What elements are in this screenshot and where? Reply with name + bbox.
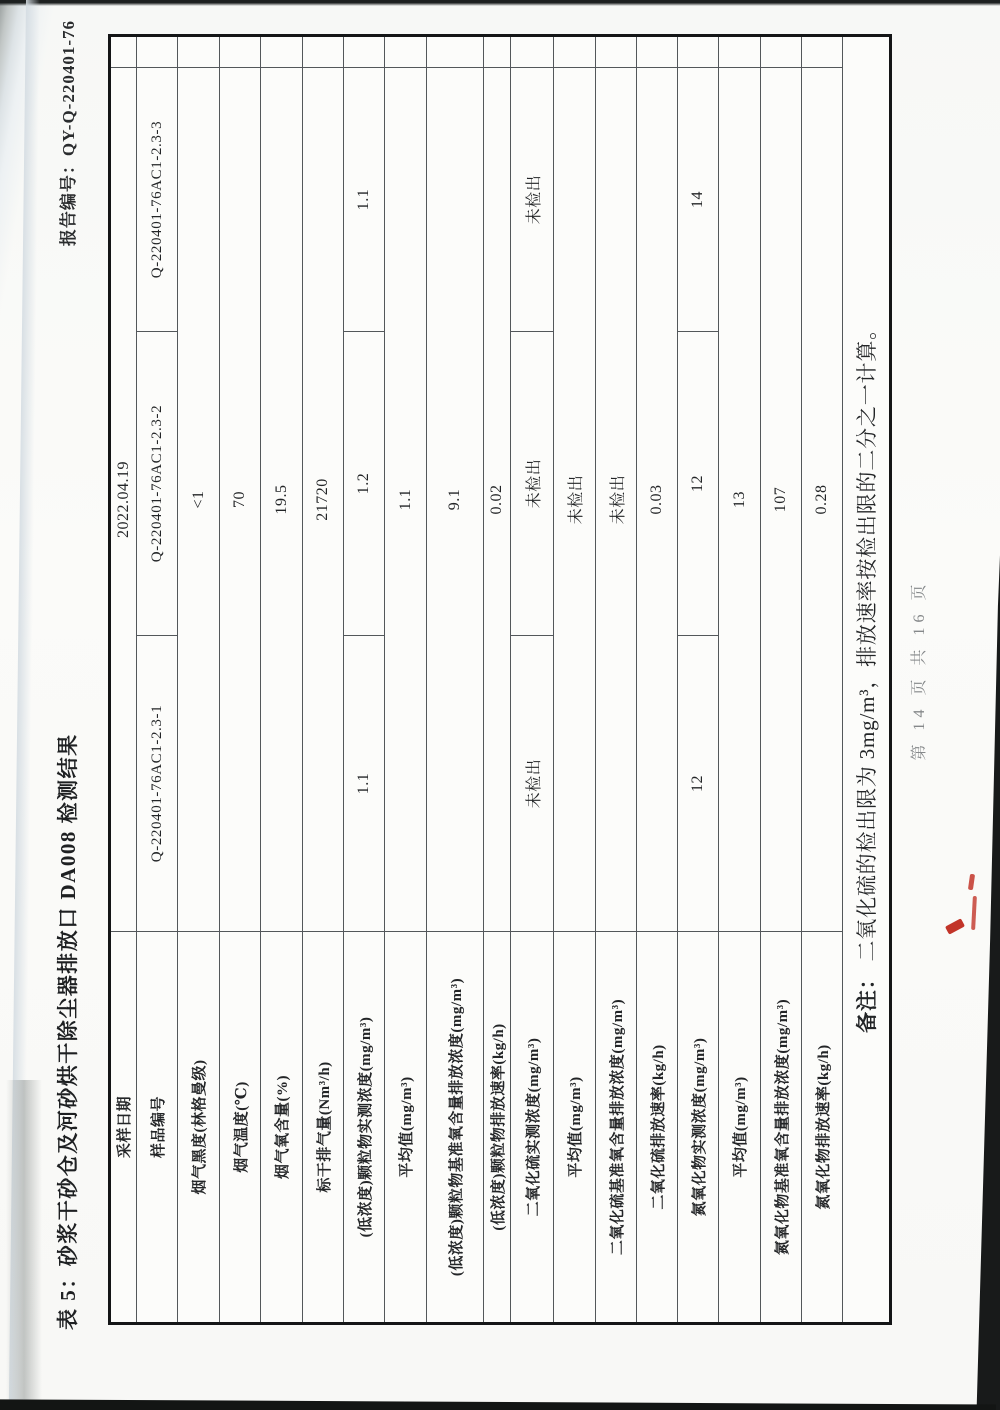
empty-cell — [596, 36, 637, 68]
table-row — [261, 36, 303, 1324]
table-row — [554, 36, 596, 1324]
results-table — [108, 34, 892, 1325]
merged-value-cell: 70 — [220, 68, 261, 932]
sample-value-cell: 14 — [678, 68, 719, 332]
row-label-cell: 平均值(mg/m³) — [719, 932, 761, 1324]
row-label-cell: 烟气氧含量(%) — [261, 932, 303, 1324]
sample-value-cell: Q-220401-76AC1-2.3-3 — [137, 68, 178, 332]
row-label-cell: 采样日期 — [110, 932, 137, 1324]
row-label-cell: 烟气温度(℃) — [220, 932, 261, 1324]
row-label-cell: 氮氧化物实测浓度(mg/m³) — [678, 932, 719, 1324]
table-row — [761, 36, 802, 1324]
empty-cell — [484, 36, 511, 68]
empty-cell — [802, 36, 843, 68]
merged-value-cell: 21720 — [303, 68, 344, 932]
merged-value-cell: 1.1 — [385, 68, 427, 932]
empty-cell — [178, 36, 220, 68]
merged-value-cell: 未检出 — [596, 68, 637, 932]
table-row — [596, 36, 637, 1324]
table-row — [719, 36, 761, 1324]
merged-value-cell: 0.02 — [484, 68, 511, 932]
empty-cell — [303, 36, 344, 68]
note-cell — [843, 36, 891, 1324]
note-text: 二氧化硫的检出限为 3mg/m³，排放速率按检出限的二分之一计算。 — [855, 318, 879, 962]
row-label-cell: 平均值(mg/m³) — [554, 932, 596, 1324]
sample-value-cell: 1.2 — [344, 332, 385, 636]
note-row — [843, 36, 891, 1324]
empty-cell — [637, 36, 678, 68]
row-label-cell: (低浓度)颗粒物实测浓度(mg/m³) — [344, 932, 385, 1324]
report-number: 报告编号：QY-Q-220401-76 — [59, 20, 78, 247]
sample-value-cell: 未检出 — [511, 636, 554, 932]
table-row — [427, 36, 484, 1324]
table-row — [110, 36, 137, 1324]
table-row — [220, 36, 261, 1324]
sample-value-cell: 12 — [678, 636, 719, 932]
table-row — [511, 36, 554, 1324]
merged-value-cell: 19.5 — [261, 68, 303, 932]
empty-cell — [385, 36, 427, 68]
table-row — [484, 36, 511, 1324]
scan-fold-shadow — [6, 1080, 42, 1410]
empty-cell — [554, 36, 596, 68]
table-row — [303, 36, 344, 1324]
table-row — [637, 36, 678, 1324]
merged-value-cell: 未检出 — [554, 68, 596, 932]
row-label-cell: 样品编号 — [137, 932, 178, 1324]
empty-cell — [110, 36, 137, 68]
row-label-cell: 二氧化硫基准氧含量排放浓度(mg/m³) — [596, 932, 637, 1324]
empty-cell — [511, 36, 554, 68]
row-label-cell: 平均值(mg/m³) — [385, 932, 427, 1324]
sample-value-cell: 12 — [678, 332, 719, 636]
merged-value-cell: 9.1 — [427, 68, 484, 932]
table-row — [385, 36, 427, 1324]
merged-value-cell: <1 — [178, 68, 220, 932]
note-label: 备注： — [855, 967, 879, 1033]
sample-value-cell: 1.1 — [344, 68, 385, 332]
empty-cell — [427, 36, 484, 68]
sample-value-cell: 未检出 — [511, 332, 554, 636]
empty-cell — [137, 36, 178, 68]
empty-cell — [678, 36, 719, 68]
scan-edge-top — [0, 0, 1000, 6]
table-row — [802, 36, 843, 1324]
merged-value-cell: 0.03 — [637, 68, 678, 932]
row-label-cell: 烟气黑度(林格曼级) — [178, 932, 220, 1324]
sample-value-cell: 1.1 — [344, 636, 385, 932]
merged-value-cell: 13 — [719, 68, 761, 932]
page-title: 表 5：砂浆干砂仓及河砂烘干除尘器排放口 DA008 检测结果 — [56, 733, 80, 1330]
row-label-cell: (低浓度)颗粒物排放速率(kg/h) — [484, 932, 511, 1324]
row-label-cell: (低浓度)颗粒物基准氧含量排放浓度(mg/m³) — [427, 932, 484, 1324]
sample-value-cell: Q-220401-76AC1-2.3-2 — [137, 332, 178, 636]
empty-cell — [719, 36, 761, 68]
empty-cell — [261, 36, 303, 68]
row-label-cell: 标干排气量(Nm³/h) — [303, 932, 344, 1324]
row-label-cell: 氮氧化物排放速率(kg/h) — [802, 932, 843, 1324]
row-label-cell: 二氧化硫排放速率(kg/h) — [637, 932, 678, 1324]
merged-value-cell: 2022.04.19 — [110, 68, 137, 932]
sample-value-cell: Q-220401-76AC1-2.3-1 — [137, 636, 178, 932]
merged-value-cell: 0.28 — [802, 68, 843, 932]
empty-cell — [220, 36, 261, 68]
merged-value-cell: 107 — [761, 68, 802, 932]
table-row — [344, 36, 385, 1324]
page-number: 第 14 页 共 16 页 — [911, 579, 928, 761]
table-row — [178, 36, 220, 1324]
row-label-cell: 氮氧化物基准氧含量排放浓度(mg/m³) — [761, 932, 802, 1324]
empty-cell — [344, 36, 385, 68]
empty-cell — [761, 36, 802, 68]
row-label-cell: 二氧化硫实测浓度(mg/m³) — [511, 932, 554, 1324]
table-row — [137, 36, 178, 1324]
sample-value-cell: 未检出 — [511, 68, 554, 332]
table-row — [678, 36, 719, 1324]
